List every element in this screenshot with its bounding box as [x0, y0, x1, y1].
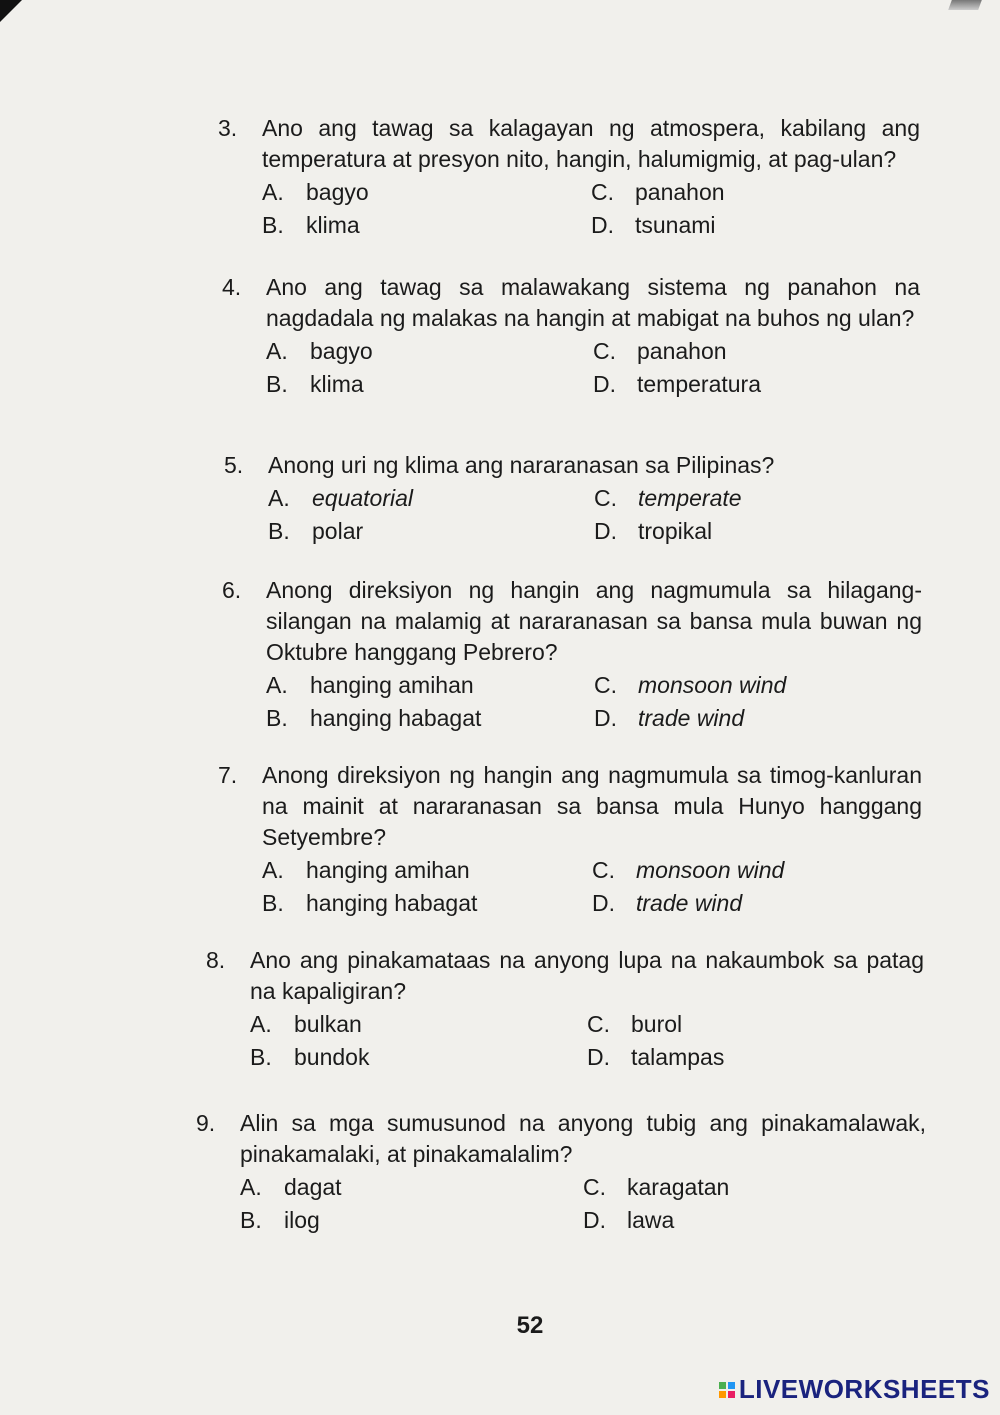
choice-b[interactable]: B. hanging habagat — [266, 705, 482, 731]
question-number: 7. — [218, 762, 238, 788]
choice-d[interactable]: D. temperatura — [593, 371, 762, 397]
page-number: 52 — [516, 1312, 544, 1339]
corner-shadow — [948, 0, 982, 10]
choice-a[interactable]: A. equatorial — [268, 485, 414, 511]
question-text: Anong direksiyon ng hangin ang nagmumula sa hilagang-silangan na malamig at nararanasan sa bansa mula buwan ng Oktubre hanggang Pebrero? — [266, 577, 922, 665]
question-8 — [206, 945, 924, 1073]
question-text: Ano ang pinakamataas na anyong lupa na nakaumbok sa patag na kapaligiran? — [250, 947, 924, 1004]
choice-c[interactable]: C. panahon — [591, 179, 725, 205]
question-5 — [224, 450, 920, 547]
choice-a[interactable]: A. hanging amihan — [262, 857, 470, 883]
question-number: 8. — [206, 947, 226, 973]
question-6 — [222, 575, 922, 734]
choice-c[interactable]: C. karagatan — [583, 1174, 730, 1200]
choice-d[interactable]: D. trade wind — [592, 890, 743, 916]
question-text: Alin sa mga sumusunod na anyong tubig ang pinakamalawak, pinakamalaki, at pinakamalalim? — [240, 1110, 926, 1167]
liveworksheets-logo — [719, 1374, 990, 1405]
question-7 — [218, 760, 922, 919]
logo-text: LIVEWORKSHEETS — [738, 1374, 990, 1404]
choice-b[interactable]: B. klima — [262, 212, 360, 238]
choice-c[interactable]: C. panahon — [593, 338, 727, 364]
question-number: 4. — [222, 274, 242, 300]
question-text: Anong direksiyon ng hangin ang nagmumula sa timog-kanluran na mainit at nararanasan sa bansa mula Hunyo hanggang Setyembre? — [262, 762, 922, 850]
question-number: 9. — [196, 1110, 216, 1136]
choice-d[interactable]: D. talampas — [587, 1044, 725, 1070]
question-9 — [196, 1108, 926, 1236]
choice-b[interactable]: B. bundok — [250, 1044, 370, 1070]
choice-c[interactable]: C. burol — [587, 1011, 683, 1037]
choice-b[interactable]: B. klima — [266, 371, 364, 397]
logo-grid-icon — [719, 1382, 735, 1398]
choice-c[interactable]: C. temperate — [594, 485, 742, 511]
question-text: Ano ang tawag sa kalagayan ng atmospera, kabilang ang temperatura at presyon nito, hangin, halumigmig, at pag-ulan? — [262, 115, 920, 172]
choice-d[interactable]: D. tropikal — [594, 518, 713, 544]
question-text: Ano ang tawag sa malawakang sistema ng panahon na nagdadala ng malakas na hangin at mabigat na buhos ng ulan? — [266, 274, 920, 331]
choice-b[interactable]: B. polar — [268, 518, 364, 544]
choice-d[interactable]: D. tsunami — [591, 212, 716, 238]
choice-a[interactable]: A. bagyo — [262, 179, 369, 205]
choice-c[interactable]: C. monsoon wind — [594, 672, 787, 698]
choice-c[interactable]: C. monsoon wind — [592, 857, 785, 883]
question-text: Anong uri ng klima ang nararanasan sa Pilipinas? — [268, 452, 775, 478]
choice-a[interactable]: A. bulkan — [250, 1011, 362, 1037]
choice-a[interactable]: A. bagyo — [266, 338, 373, 364]
choice-d[interactable]: D. lawa — [583, 1207, 675, 1233]
corner-mark — [0, 0, 22, 22]
choice-a[interactable]: A. dagat — [240, 1174, 342, 1200]
question-number: 5. — [224, 452, 244, 478]
question-3 — [218, 113, 920, 241]
choice-d[interactable]: D. trade wind — [594, 705, 745, 731]
question-4 — [222, 272, 920, 400]
choice-b[interactable]: B. ilog — [240, 1207, 320, 1233]
question-number: 6. — [222, 577, 242, 603]
choice-b[interactable]: B. hanging habagat — [262, 890, 478, 916]
choice-a[interactable]: A. hanging amihan — [266, 672, 474, 698]
question-number: 3. — [218, 115, 238, 141]
